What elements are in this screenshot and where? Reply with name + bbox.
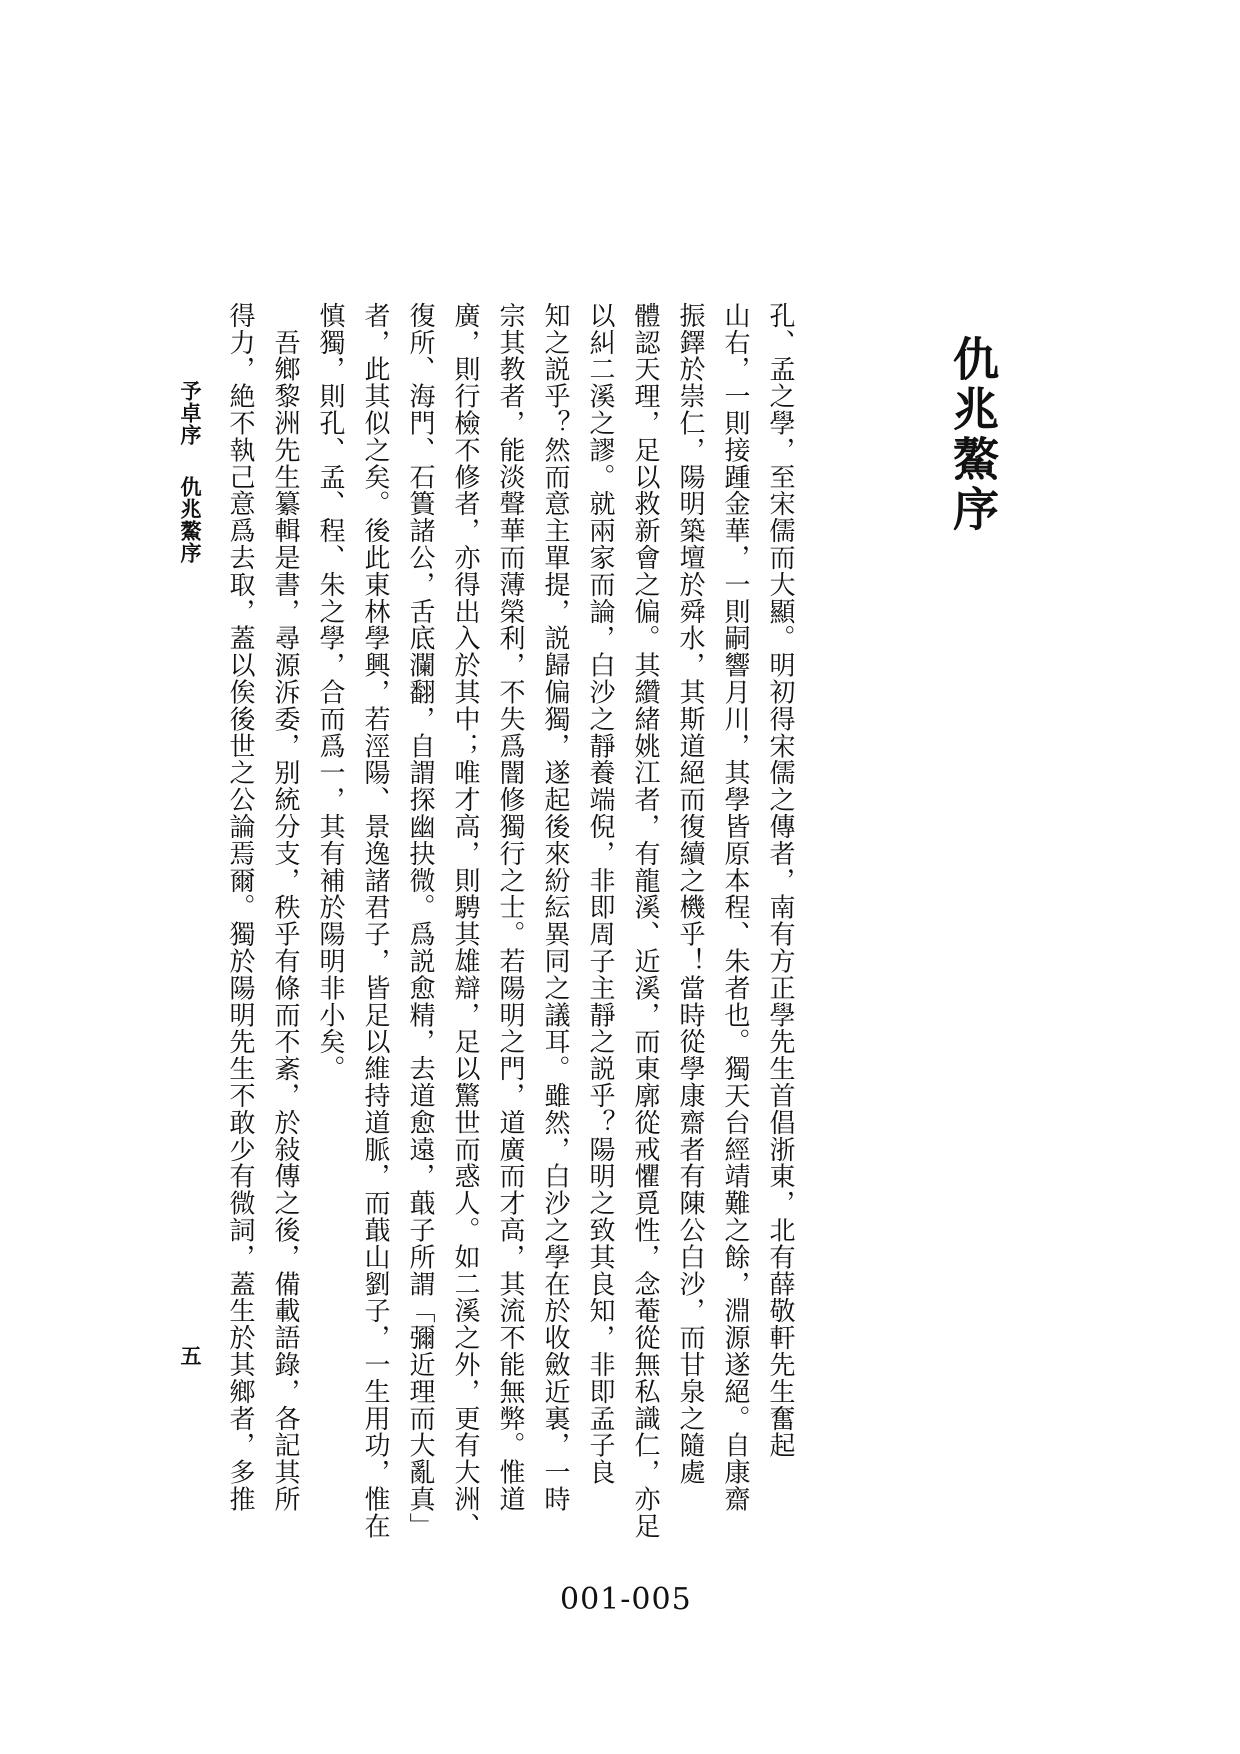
text-column-11: 慎獨，則孔、孟、程、朱之學，合而爲一，其有補於陽明非小矣。 (315, 302, 345, 1083)
text-column-13: 得力，絶不執己意爲去取，蓋以俟後世之公論焉爾。獨於陽明先生不敢少有微詞，蓋生於其鄉者，多推 (225, 302, 255, 1513)
text-column-10: 者，此其似之矣。後此東林學興，若涇陽、景逸諸君子，皆足以維持道脈，而蕺山劉子，一生用功，惟在 (360, 302, 390, 1540)
running-head-book: 予卓序 (178, 380, 203, 446)
text-column-1: 孔、孟之學，至宋儒而大顯。明初得宋儒之傳者，南有方正學先生首倡浙東，北有薛敬軒先生奮起 (765, 302, 795, 1459)
preface-title: 仇兆鰲序 (946, 335, 1000, 535)
text-column-5: 以糾二溪之謬。就兩家而論，白沙之靜養端倪，非即周子主靜之説乎？陽明之致其良知，非即孟子良 (585, 302, 615, 1486)
running-head-section: 仇兆鰲序 (178, 476, 203, 564)
text-column-2: 山右，一則接踵金華，一則嗣響月川，其學皆原本程、朱者也。獨天台經靖難之餘，淵源遂絕。自康齋 (720, 302, 750, 1513)
text-column-4: 體認天理，足以救新會之偏。其纘緒姚江者，有龍溪、近溪，而東廓從戒懼覓性，念菴從無私識仁，亦足 (630, 302, 660, 1540)
page-code: 001-005 (560, 1582, 692, 1617)
text-column-12: 吾鄉黎洲先生纂輯是書，尋源泝委，别統分支，秩乎有條而不紊，於敍傳之後，備載語錄，各記其所 (270, 302, 300, 1513)
text-column-3: 振鐸於崇仁，陽明築壇於舜水，其斯道絕而復續之機乎！當時從學康齋者有陳公白沙，而甘泉之隨處 (675, 302, 705, 1486)
folio-number: 五 (178, 1345, 203, 1367)
running-head (175, 380, 205, 564)
text-column-9: 復所、海門、石簣諸公，舌底瀾翻，自謂探幽抉微。爲説愈精，去道愈遠，蕺子所謂「彌近理而大亂真」 (405, 302, 435, 1540)
text-column-7: 宗其教者，能淡聲華而薄榮利，不失爲闇修獨行之士。若陽明之門，道廣而才高，其流不能無弊。惟道 (495, 302, 525, 1513)
text-column-6: 知之説乎？然而意主單提，説歸偏獨，遂起後來紛紜異同之議耳。雖然，白沙之學在於收斂近裏，一時 (540, 302, 570, 1513)
text-column-8: 廣，則行檢不修者，亦得出入於其中；唯才高，則騁其雄辯，足以驚世而惑人。如二溪之外，更有大洲、 (450, 302, 480, 1540)
